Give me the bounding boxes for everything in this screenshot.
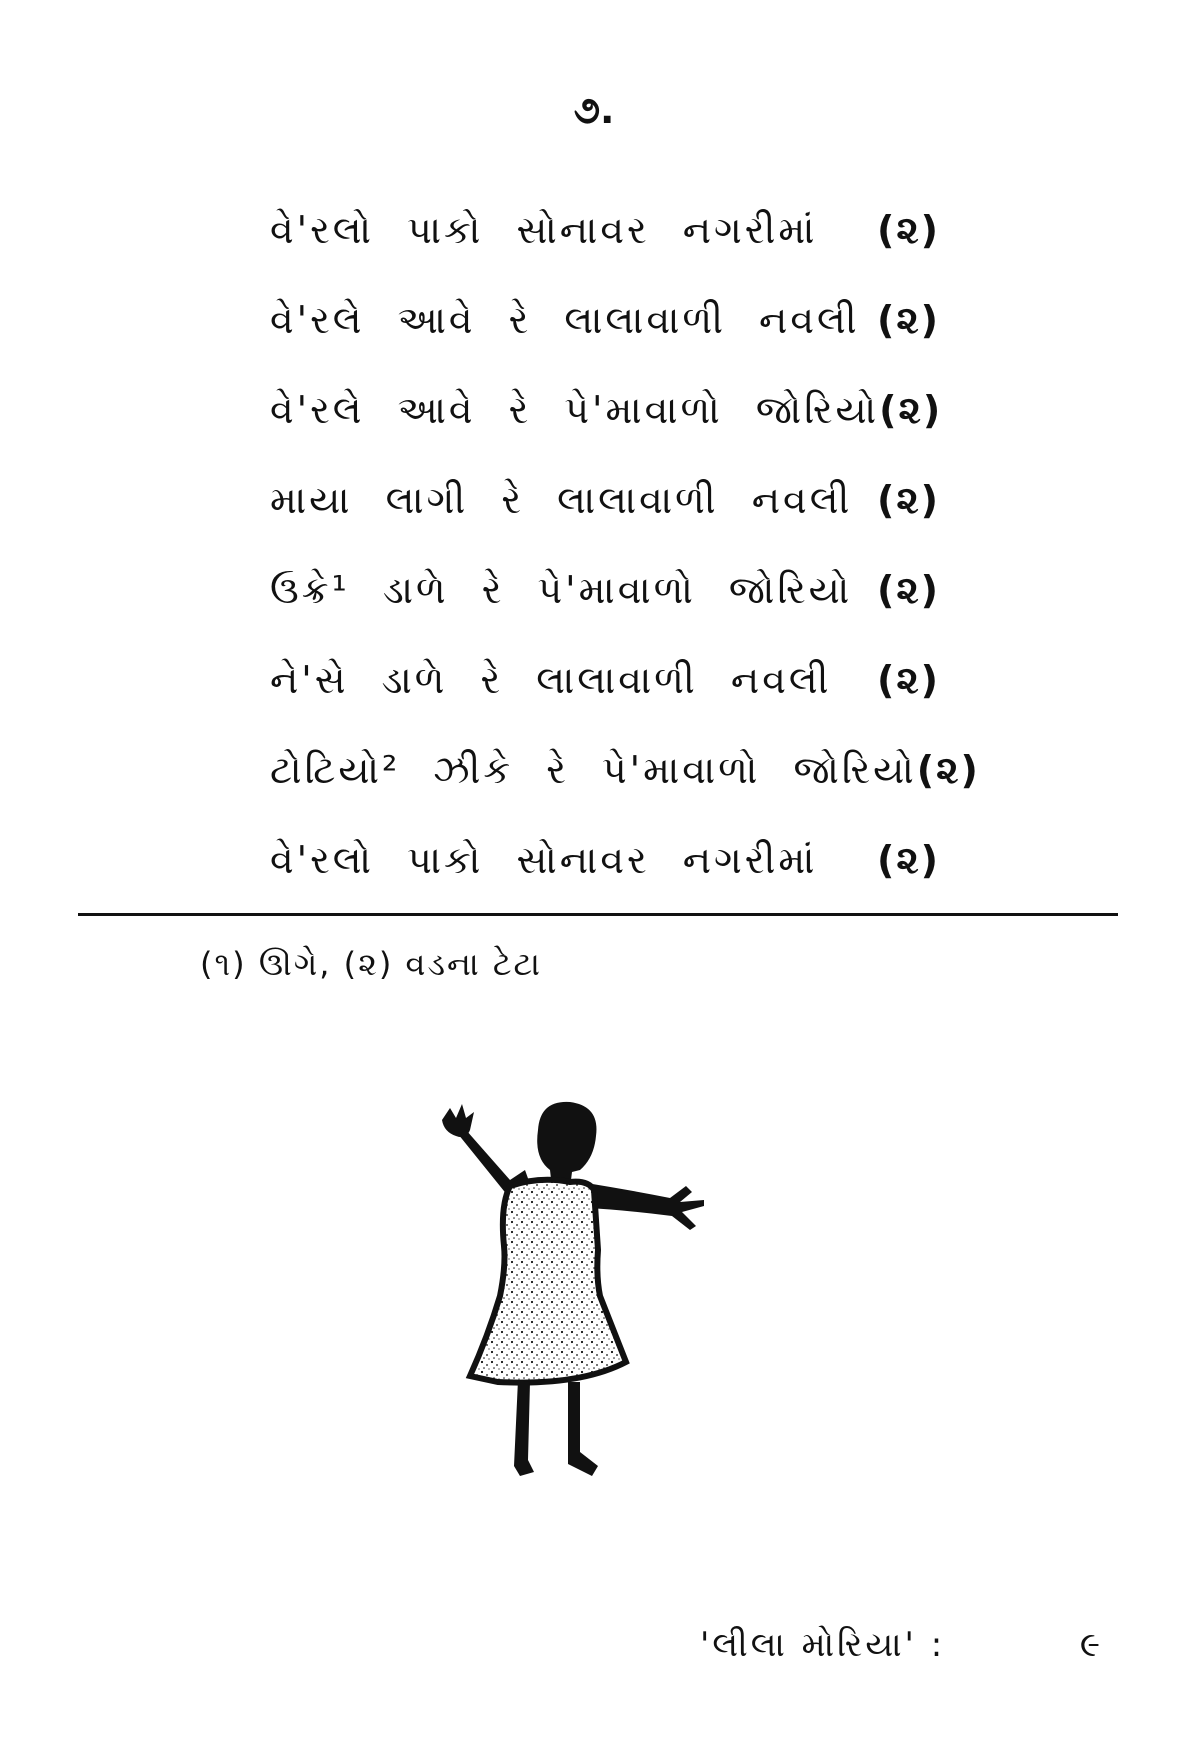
verse-line-refrain: (૨)	[876, 207, 940, 252]
page-footer	[700, 1625, 1100, 1665]
raised-hand	[442, 1104, 474, 1137]
section-number: ૭.	[573, 88, 615, 132]
verse-line-refrain: (૨)	[876, 567, 940, 612]
figure-head	[537, 1102, 596, 1188]
verse-line-refrain: (૨)	[876, 477, 940, 522]
verse-line-refrain: (૨)	[879, 387, 943, 432]
verse-line-refrain: (૨)	[916, 747, 980, 792]
footnote-divider	[78, 913, 1118, 916]
dancing-figure-illustration	[430, 1100, 760, 1510]
verse-line-text: માયા લાગી રે લાલાવાળી નવલી	[270, 477, 853, 522]
verse-line	[270, 815, 940, 905]
right-leg	[568, 1382, 598, 1476]
verse-line-text: વે'રલો પાકો સોનાવર નગરીમાં	[270, 207, 818, 252]
verse-line	[270, 185, 940, 275]
verse-line-text: વે'રલે આવે રે લાલાવાળી નવલી	[270, 297, 860, 342]
song-verse	[270, 185, 980, 905]
figure-dress	[470, 1180, 626, 1383]
verse-line-text: વે'રલો પાકો સોનાવર નગરીમાં	[270, 837, 818, 882]
footnote: (૧) ઊગે, (૨) વડના ટેટા	[200, 945, 542, 983]
verse-line-refrain: (૨)	[876, 297, 940, 342]
verse-line-refrain: (૨)	[876, 837, 940, 882]
book-title: 'લીલા મોરિયા' :	[700, 1625, 946, 1665]
left-leg	[514, 1380, 534, 1476]
verse-line-refrain: (૨)	[876, 657, 940, 702]
page-number: ૯	[1079, 1625, 1100, 1665]
verse-line	[270, 725, 980, 815]
verse-line	[270, 365, 943, 455]
verse-line	[270, 275, 940, 365]
verse-line	[270, 455, 940, 545]
verse-line	[270, 545, 940, 635]
verse-line	[270, 635, 940, 725]
verse-line-text: વે'રલે આવે રે પે'માવાળો જોરિયો	[270, 387, 880, 432]
verse-line-text: ને'સે ડાળે રે લાલાવાળી નવલી	[270, 657, 832, 702]
verse-line-text: ટોટિયો² ઝીકે રે પે'માવાળો જોરિયો	[270, 747, 917, 792]
verse-line-text: ઉક્રે¹ ડાળે રે પે'માવાળો જોરિયો	[270, 567, 853, 612]
